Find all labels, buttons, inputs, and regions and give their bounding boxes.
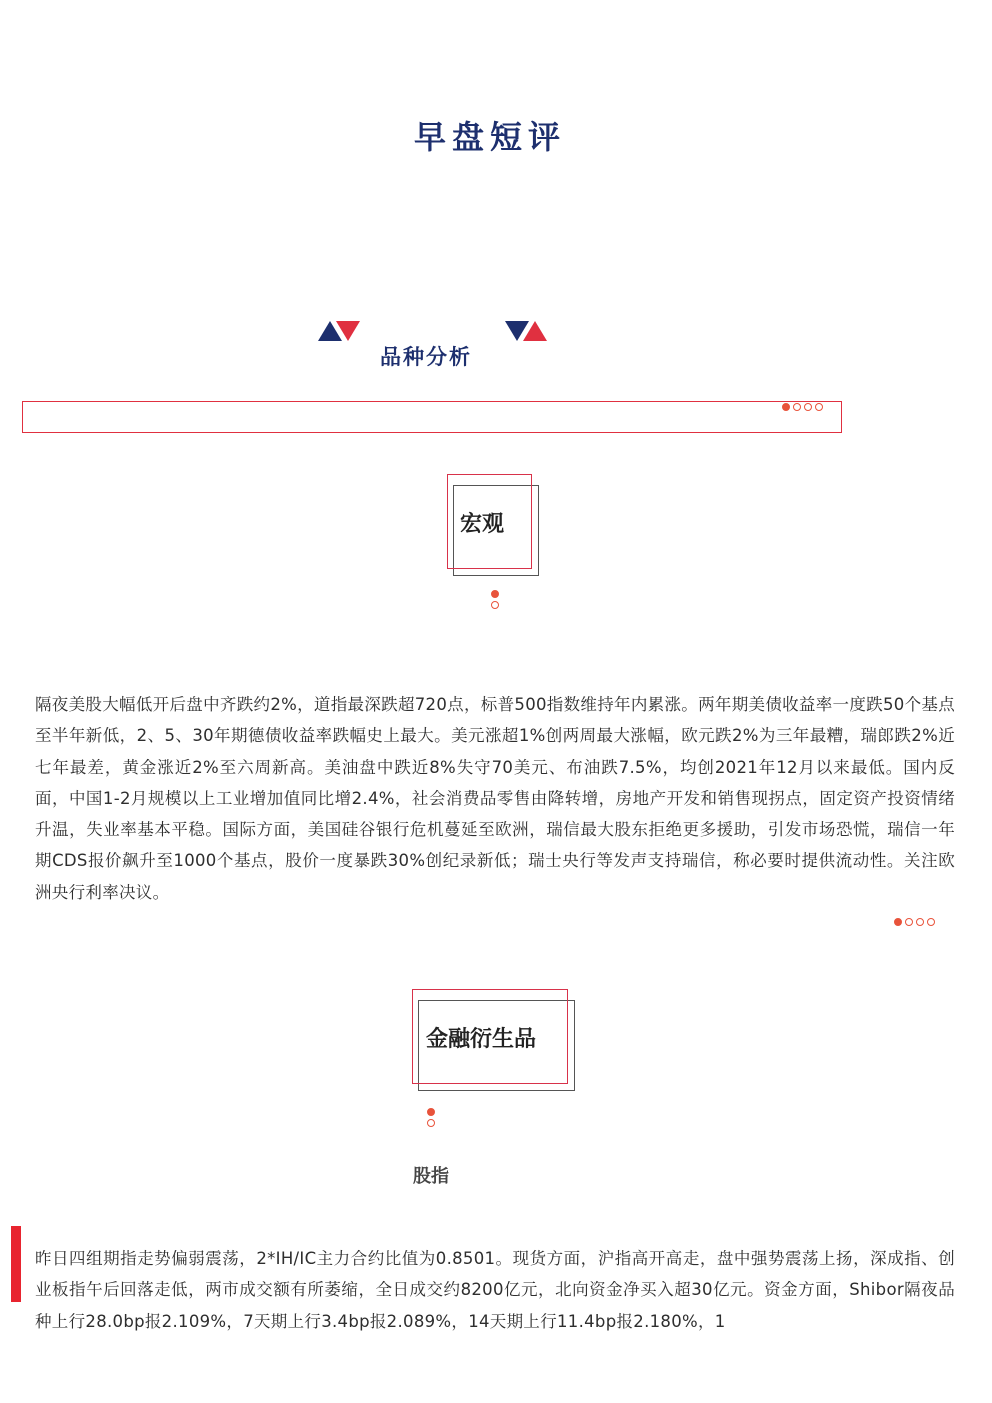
left-triangle-decoration [318, 320, 362, 342]
right-triangle-decoration [505, 320, 549, 342]
section-banner [22, 401, 842, 433]
derivatives-paragraph: 昨日四组期指走势偏弱震荡，2*IH/IC主力合约比值为0.8501。现货方面，沪指高开高走，盘中强势震荡上扬，深成指、创业板指午后回落走低，两市成交额有所萎缩，全日成交约8200亿元，北向资金净买入超30亿元。资金方面，Shibor隔夜品种上行28.0bp报2.109%，7天期上行3.4bp报2.089%，14天期上行11.4bp报2.180%，1 [35, 1249, 955, 1331]
derivatives-dots-indicator [427, 1108, 435, 1127]
dot-icon [427, 1108, 435, 1116]
banner-dots-indicator [782, 403, 823, 411]
dot-icon [804, 403, 812, 411]
paragraph-end-dots [894, 918, 935, 926]
dot-icon [815, 403, 823, 411]
dot-icon [427, 1119, 435, 1127]
derivatives-heading: 金融衍生品 [426, 1027, 537, 1052]
dot-icon [916, 918, 924, 926]
index-futures-subheading: 股指 [413, 1166, 449, 1187]
macro-heading: 宏观 [460, 512, 505, 537]
dot-icon [491, 601, 499, 609]
macro-paragraph: 隔夜美股大幅低开后盘中齐跌约2%，道指最深跌超720点，标普500指数维持年内累涨。两年期美债收益率一度跌50个基点至半年新低，2、5、30年期德债收益率跌幅史上最大。美元涨超1%创两周最大涨幅，欧元跌2%为三年最糟，瑞郎跌2%近七年最差，黄金涨近2%至六周新高。美油盘中跌近8%失守70美元、布油跌7.5%，均创2021年12月以来最低。国内反面，中国1-2月规模以上工业增加值同比增2.4%，社会消费品零售由降转增，房地产开发和销售现拐点，固定资产投资情绪升温，失业率基本平稳。国际方面，美国硅谷银行危机蔓延至欧洲，瑞信最大股东拒绝更多援助，引发市场恐慌，瑞信一年期CDS报价飙升至1000个基点，股价一度暴跌30%创纪录新低；瑞士央行等发声支持瑞信，称必要时提供流动性。关注欧洲央行利率决议。 [35, 695, 955, 902]
dot-icon [927, 918, 935, 926]
macro-dots-indicator [491, 590, 499, 609]
dot-icon [905, 918, 913, 926]
paragraph-side-bar [11, 1226, 21, 1302]
page-title: 早盘短评 [413, 118, 566, 156]
dot-icon [491, 590, 499, 598]
section-title: 品种分析 [380, 345, 472, 369]
dot-icon [894, 918, 902, 926]
dot-icon [782, 403, 790, 411]
dot-icon [793, 403, 801, 411]
